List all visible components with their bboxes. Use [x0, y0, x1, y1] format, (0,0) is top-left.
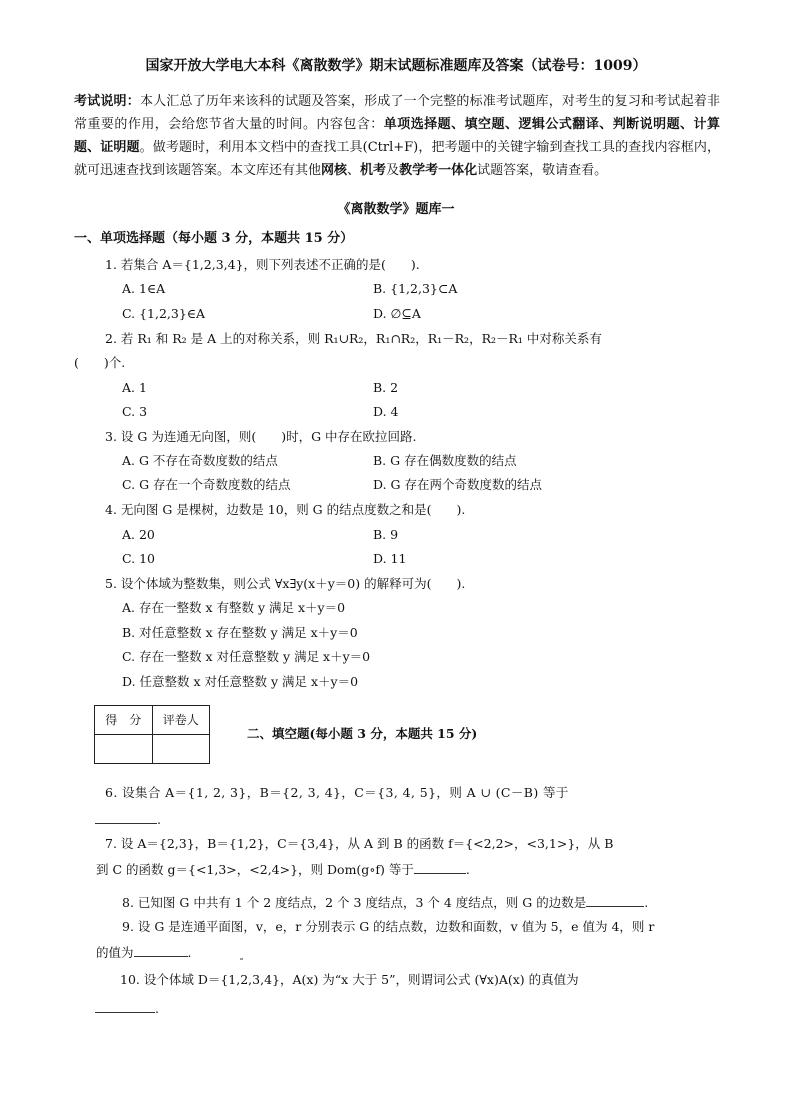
section-1-heading: 一、单项选择题（每小题 3 分，本题共 15 分） — [74, 231, 354, 246]
question-3-option-a: A. G 不存在奇数度数的结点 — [122, 453, 278, 468]
question-8-line — [122, 894, 648, 911]
question-6-answer-line — [95, 811, 161, 828]
question-1-option-a: A. 1∈A — [122, 281, 166, 296]
instructions-bold-wanghe: 网核 — [321, 163, 348, 178]
instructions-sep-2: 及 — [386, 163, 400, 178]
score-table — [94, 705, 210, 764]
question-1-option-b: B. {1,2,3}⊂A — [373, 281, 458, 296]
instructions-sep-1: 、 — [347, 163, 361, 178]
question-7-blank — [414, 861, 466, 874]
question-1-stem: 1. 若集合 A＝{1,2,3,4}，则下列表述不正确的是( ). — [105, 257, 420, 272]
question-bank-title: 《离散数学》题库一 — [337, 202, 455, 217]
question-2-stem-cont: ( )个. — [74, 355, 126, 370]
question-5-stem: 5. 设个体域为整数集，则公式 ∀x∃y(x＋y＝0) 的解释可为( ). — [105, 576, 466, 591]
question-3-option-b: B. G 存在偶数度数的结点 — [373, 453, 517, 468]
instructions-bold-yitihua: 教学考一体化 — [399, 163, 478, 178]
question-7-end: . — [465, 862, 470, 877]
section-2-heading: 二、填空题(每小题 3 分，本题共 15 分) — [247, 726, 478, 741]
question-10-end: . — [155, 1001, 159, 1016]
score-header: 得 分 — [95, 706, 153, 735]
grader-cell — [152, 735, 210, 764]
instructions-label: 考试说明： — [74, 94, 140, 109]
question-7-text-1: 7. 设 A＝{2,3}，B＝{1,2}，C＝{3,4}，从 A 到 B 的函数 f＝{<2,2>，<3,1>}，从 B — [105, 836, 614, 851]
question-9-text-2: 的值为 — [96, 945, 134, 960]
question-4-option-d: D. 11 — [373, 551, 407, 566]
score-cell — [95, 735, 153, 764]
question-8-text: 8. 已知图 G 中共有 1 个 2 度结点，2 个 3 度结点，3 个 4 度结点，则 G 的边数是 — [122, 895, 587, 910]
question-9-blank — [134, 944, 188, 957]
question-6-blank — [95, 811, 157, 824]
instructions-bold-jikao: 机考 — [360, 163, 387, 178]
question-9-text-1: 9. 设 G 是连通平面图，v，e，r 分别表示 G 的结点数，边数和面数，v 值为 5，e 值为 4，则 r — [122, 919, 655, 934]
question-3-option-d: D. G 存在两个奇数度数的结点 — [373, 477, 542, 492]
question-9-end: . — [187, 945, 192, 960]
question-2-stem: 2. 若 R₁ 和 R₂ 是 A 上的对称关系，则 R₁∪R₂，R₁∩R₂，R₁－R₂，R₂－R₁ 中对称关系有 — [105, 331, 602, 346]
question-7-text-2-line — [96, 861, 470, 878]
question-8-end: . — [644, 895, 649, 910]
question-1-option-c: C. {1,2,3}∈A — [122, 306, 206, 321]
question-7-text-2: 到 C 的函数 g＝{<1,3>，<2,4>}，则 Dom(g∘f) 等于 — [96, 862, 414, 877]
question-4-option-b: B. 9 — [373, 527, 399, 542]
question-2-option-d: D. 4 — [373, 404, 399, 419]
question-2-option-b: B. 2 — [373, 380, 399, 395]
grader-header: 评卷人 — [152, 706, 210, 735]
instructions-text-2: 。做考题时，利用本文档中的查找工具(Ctrl+F)，把考题中的关键字输到查找工具的查找内容框内，就可迅速查找到该题答案。本文库还有其他 — [74, 140, 720, 178]
question-6-text: 6. 设集合 A＝{1, 2, 3}，B＝{2, 3, 4}，C＝{3, 4, 5}，则 A ∪ (C－B) 等于 — [105, 785, 569, 800]
question-4-option-a: A. 20 — [122, 527, 155, 542]
scan-speck — [240, 958, 243, 960]
question-4-stem: 4. 无向图 G 是棵树，边数是 10，则 G 的结点度数之和是( ). — [105, 502, 466, 517]
question-2-option-a: A. 1 — [122, 380, 147, 395]
question-5-option-d: D. 任意整数 x 对任意整数 y 满足 x＋y＝0 — [122, 674, 359, 689]
document-title: 国家开放大学电大本科《离散数学》期末试题标准题库及答案（试卷号：1009） — [145, 58, 647, 74]
exam-instructions — [74, 90, 720, 182]
question-10-blank — [95, 1000, 155, 1013]
instructions-text-3: 试题答案，敬请查看。 — [477, 163, 608, 178]
question-10-answer-line — [95, 1000, 159, 1017]
instructions-question-types: 单项选择题、填空题、逻辑公式翻译、判断说明题、计算题、证明题 — [74, 117, 720, 155]
question-2-option-c: C. 3 — [122, 404, 148, 419]
question-6-end: . — [157, 812, 161, 827]
question-4-option-c: C. 10 — [122, 551, 155, 566]
question-5-option-c: C. 存在一整数 x 对任意整数 y 满足 x＋y＝0 — [122, 649, 371, 664]
question-9-text-2-line — [96, 944, 192, 961]
question-3-stem: 3. 设 G 为连通无向图，则( )时，G 中存在欧拉回路. — [105, 429, 417, 444]
question-5-option-a: A. 存在一整数 x 有整数 y 满足 x＋y＝0 — [122, 600, 346, 615]
question-10-text: 10. 设个体域 D＝{1,2,3,4}，A(x) 为“x 大于 5”，则谓词公式 (∀x)A(x) 的真值为 — [120, 972, 579, 987]
question-5-option-b: B. 对任意整数 x 存在整数 y 满足 x＋y＝0 — [122, 625, 358, 640]
question-3-option-c: C. G 存在一个奇数度数的结点 — [122, 477, 291, 492]
instructions-text-1: 本人汇总了历年来该科的试题及答案，形成了一个完整的标准考试题库，对考生的复习和考试起着非常重要的作用，会给您节省大量的时间。内容包含： — [74, 94, 720, 132]
question-1-option-d: D. ∅⊆A — [373, 306, 421, 321]
question-8-blank — [586, 894, 644, 907]
